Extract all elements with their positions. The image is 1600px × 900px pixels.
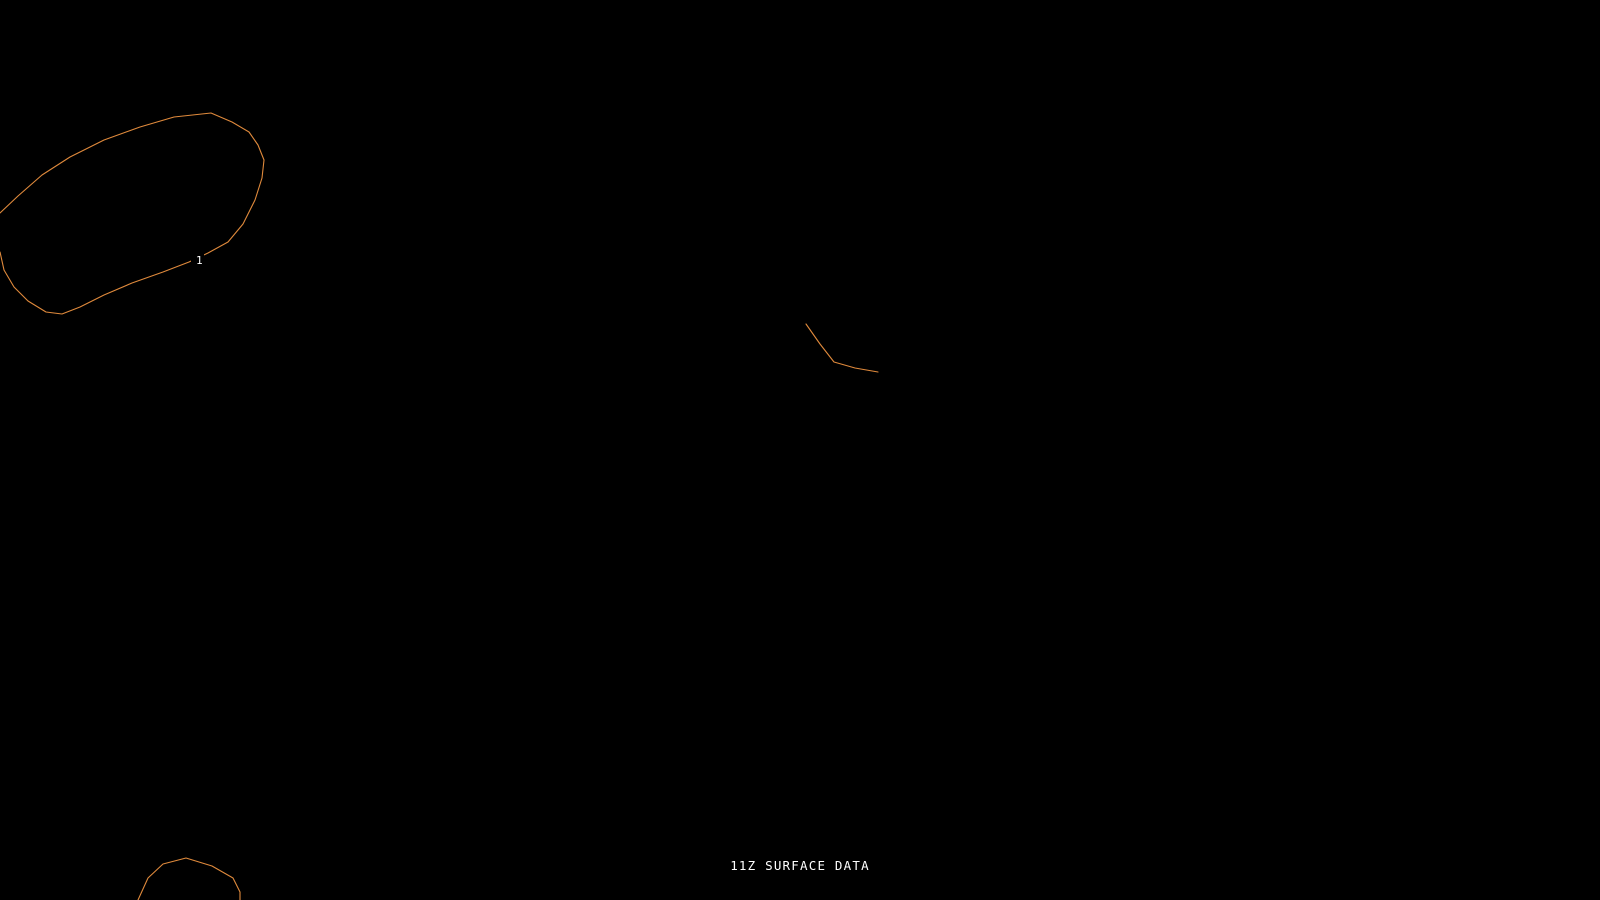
- contour-label: 1: [196, 254, 203, 267]
- isobar-contour: [806, 324, 878, 372]
- isobar-contour: [0, 113, 264, 314]
- map-caption: 11Z SURFACE DATA: [730, 858, 870, 873]
